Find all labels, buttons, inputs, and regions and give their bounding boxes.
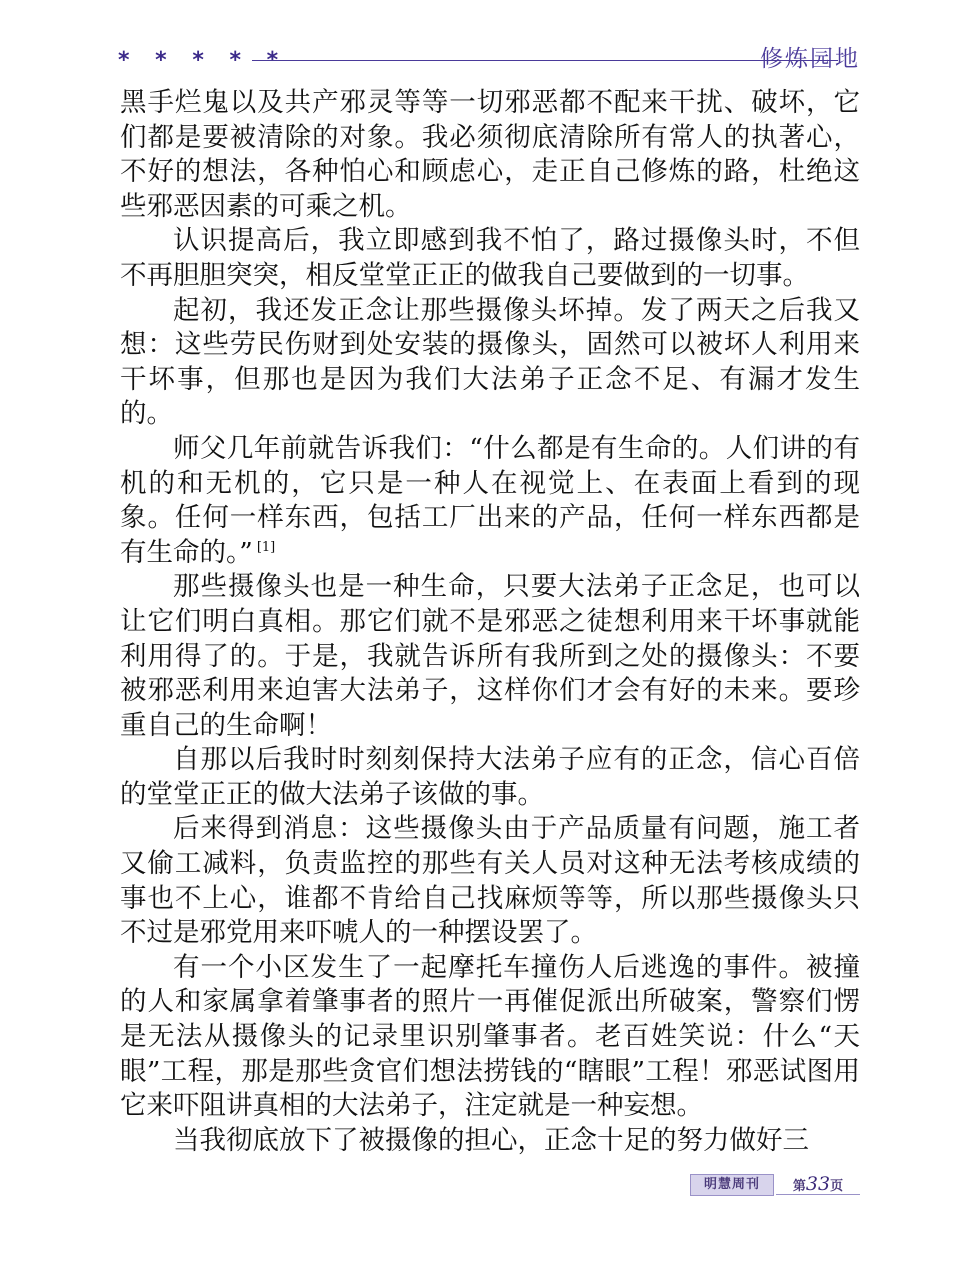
paragraph-text: 黑手烂鬼以及共产邪灵等等一切邪恶都不配来干扰、破坏，它们都是要被清除的对象。我必须彻底清除所有常人的执著心，不好的想法，各种怕心和顾虑心，走正自己修炼的路，杜绝这些邪恶因素的可乘之机。 [120,87,860,222]
paragraph [120,1124,860,1159]
paragraph-text: 当我彻底放下了被摄像的担心，正念十足的努力做好三 [173,1124,809,1156]
paragraph [120,812,860,950]
paragraph-text: 师父几年前就告诉我们：“什么都是有生命的。人们讲的有机的和无机的，它只是一种人在视觉上、在表面上看到的现象。任何一样东西，包括工厂出来的产品，任何一样东西都是有生命的。” [120,432,860,568]
article-body [120,86,860,1158]
paragraph [120,224,860,293]
page-footer [690,1174,862,1196]
paragraph-text: 那些摄像头也是一种生命，只要大法弟子正念足，也可以让它们明白真相。那它们就不是邪恶之徒想利用来干坏事就能利用得了的。于是，我就告诉所有我所到之处的摄像头：不要被邪恶利用来迫害大法弟子，这样你们才会有好的未来。要珍重自己的生命啊！ [120,571,860,741]
page-suffix: 页 [830,1179,844,1194]
paragraph-text: 有一个小区发生了一起摩托车撞伤人后逃逸的事件。被撞的人和家属拿着肇事者的照片一再催促派出所破案，警察们愣是无法从摄像头的记录里识别肇事者。老百姓笑说：什么“天眼”工程，那是那些贪官们想法捞钱的“瞎眼”工程！邪恶试图用它来吓阻讲真相的大法弟子，注定就是一种妄想。 [120,951,860,1122]
page-header [118,46,860,76]
paragraph [120,432,860,570]
paragraph [120,294,860,432]
paragraph [120,570,860,743]
paragraph [120,743,860,812]
page-prefix: 第 [792,1179,806,1194]
footnote-reference: [1] [256,539,276,555]
paragraph-text: 认识提高后，我立即感到我不怕了，路过摄像头时，不但不再胆胆突突，相反堂堂正正的做我自己要做到的一切事。 [120,225,860,291]
magazine-name: 明慧周刊 [690,1174,774,1196]
header-divider [252,60,838,61]
decorative-stars: * * * * * [118,48,288,73]
page-number-label [776,1174,860,1195]
paragraph-text: 起初，我还发正念让那些摄像头坏掉。发了两天之后我又想：这些劳民伤财到处安装的摄像头，固然可以被坏人利用来干坏事，但那也是因为我们大法弟子正念不足、有漏才发生的。 [120,294,860,430]
paragraph-text: 后来得到消息：这些摄像头由于产品质量有问题，施工者又偷工减料，负责监控的那些有关人员对这种无法考核成绩的事也不上心，谁都不肯给自己找麻烦等等，所以那些摄像头只不过是邪党用来吓唬人的一种摆设罢了。 [120,813,860,949]
paragraph [120,951,860,1124]
section-title: 修炼园地 [760,46,860,72]
paragraph-text: 自那以后我时时刻刻保持大法弟子应有的正念，信心百倍的堂堂正正的做大法弟子该做的事。 [120,744,860,810]
paragraph [120,86,860,224]
page-number: 33 [805,1173,831,1195]
